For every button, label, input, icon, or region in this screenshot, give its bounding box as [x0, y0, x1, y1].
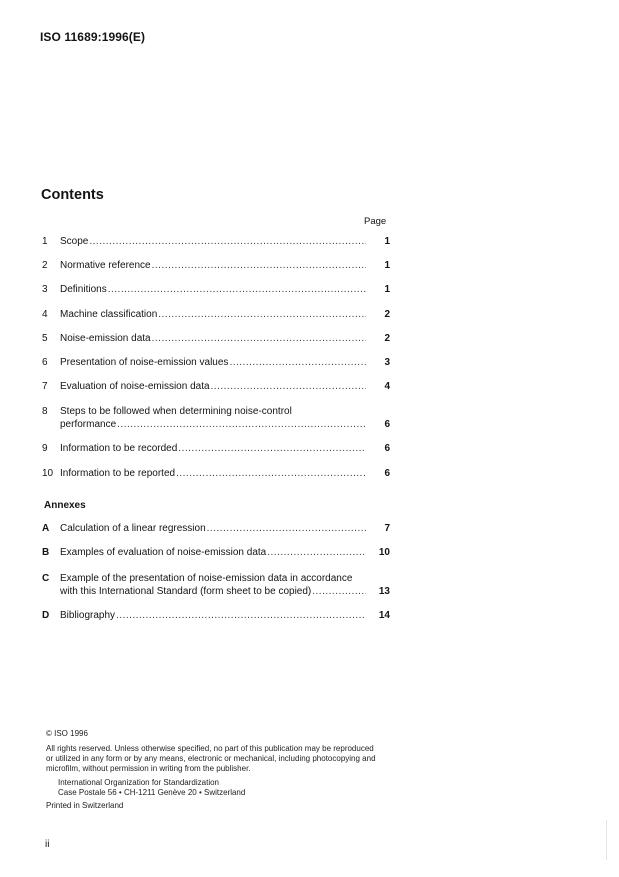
toc-entry-page: 4: [384, 381, 390, 392]
toc-entry-number: 3: [42, 284, 48, 295]
toc-entry-title-continued: performance: [60, 419, 117, 430]
toc-entry-title-continued: with this International Standard (form sheet to be copied): [60, 586, 312, 597]
toc-entry-page: 6: [384, 419, 390, 430]
toc-entry-title: Examples of evaluation of noise-emission data: [60, 547, 267, 558]
toc-entry-number: 10: [42, 468, 54, 479]
toc-entry-number: D: [42, 610, 50, 621]
toc-entry-page: 2: [384, 333, 390, 344]
copyright-notice: © ISO 1996: [46, 729, 88, 738]
toc-entry-page: 10: [378, 547, 390, 558]
publisher-name: International Organization for Standardization: [58, 778, 219, 787]
toc-entry-number: 2: [42, 260, 48, 271]
toc-entry-title: Machine classification: [60, 309, 158, 320]
toc-entry-number: 5: [42, 333, 48, 344]
scan-artifact-line: [606, 820, 607, 860]
toc-entry-title: Scope: [60, 236, 89, 247]
toc-entry-title: Steps to be followed when determining noise-control: [60, 406, 292, 417]
document-id-header: ISO 11689:1996(E): [40, 30, 146, 44]
toc-entry-number: C: [42, 573, 50, 584]
toc-entry-number: 4: [42, 309, 48, 320]
toc-entry-title: Definitions: [60, 284, 107, 295]
toc-entry-title: Presentation of noise-emission values: [60, 357, 229, 368]
contents-title: Contents: [41, 187, 104, 203]
toc-entry-page: 1: [384, 260, 390, 271]
toc-entry-page: 13: [378, 586, 390, 597]
printed-in-notice: Printed in Switzerland: [46, 801, 124, 810]
toc-entry-number: A: [42, 523, 50, 534]
toc-entry-number: B: [42, 547, 50, 558]
page-number: ii: [45, 839, 50, 850]
toc-entry-page: 7: [384, 523, 390, 534]
toc-entry-page: 14: [378, 610, 390, 621]
toc-entry-number: 6: [42, 357, 48, 368]
publisher-address: Case Postale 56 • CH-1211 Genève 20 • Switzerland: [58, 788, 246, 797]
toc-entry-title: Information to be reported: [60, 468, 176, 479]
toc-entry-page: 6: [384, 468, 390, 479]
toc-entry-page: 3: [384, 357, 390, 368]
rights-statement-line: or utilized in any form or by any means, electronic or mechanical, including photocopying and: [46, 754, 376, 763]
toc-entry-page: 2: [384, 309, 390, 320]
toc-entry-number: 1: [42, 236, 48, 247]
annexes-heading: Annexes: [44, 500, 86, 511]
rights-statement-line: microfilm, without permission in writing from the publisher.: [46, 764, 251, 773]
toc-entry-title: Example of the presentation of noise-emission data in accordance: [60, 573, 353, 584]
toc-entry-page: 6: [384, 443, 390, 454]
toc-entry-title: Information to be recorded: [60, 443, 178, 454]
toc-entry-title: Calculation of a linear regression: [60, 523, 206, 534]
toc-entry-page: 1: [384, 236, 390, 247]
toc-entry-title: Noise-emission data: [60, 333, 151, 344]
toc-entry-title: Bibliography: [60, 610, 116, 621]
rights-statement-line: All rights reserved. Unless otherwise specified, no part of this publication may be reproduced: [46, 744, 374, 753]
toc-entry-number: 7: [42, 381, 48, 392]
toc-entry-title: Evaluation of noise-emission data: [60, 381, 210, 392]
toc-entry-number: 9: [42, 443, 48, 454]
toc-entry-page: 1: [384, 284, 390, 295]
toc-entry-title: Normative reference: [60, 260, 151, 271]
toc-entry-number: 8: [42, 406, 48, 417]
page-column-label: Page: [364, 216, 387, 227]
